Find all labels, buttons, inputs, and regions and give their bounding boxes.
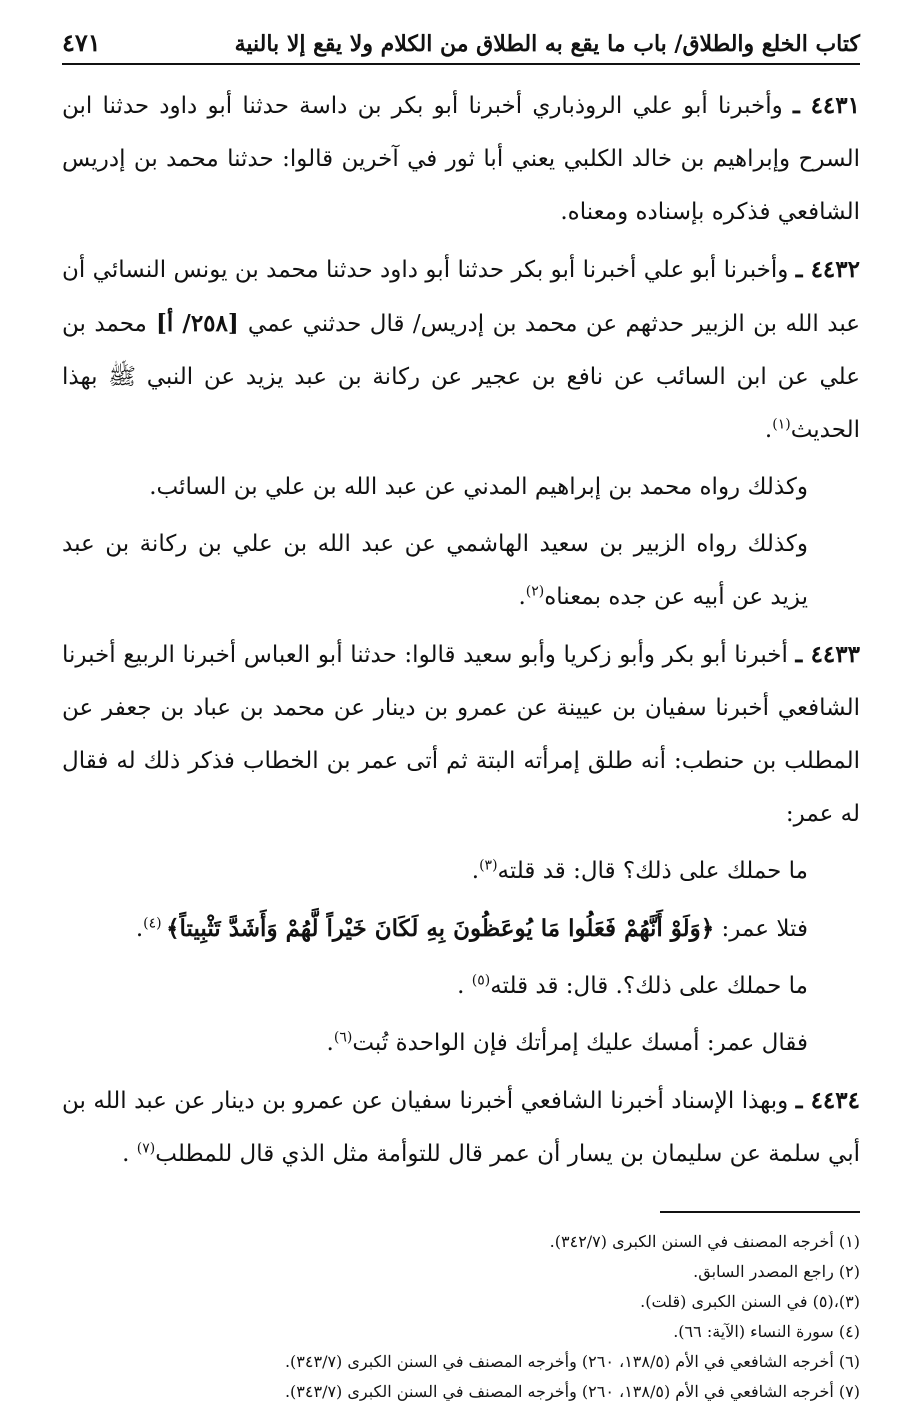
header-title: كتاب الخلع والطلاق/ باب ما يقع به الطلاق من الكلام ولا يقع إلا بالنية (234, 31, 860, 57)
hadith-text: وأخبرنا أبو علي الروذباري أخبرنا أبو بكر بن داسة حدثنا أبو داود حدثنا ابن السرح وإبراهيم بن خالد الكلبي يعني أبا ثور في آخرين قالوا: حدثنا محمد بن إدريس الشافعي فذكره بإسناده ومعناه. (62, 93, 860, 225)
hadith-4433 (62, 628, 860, 841)
paragraph-text: وكذلك رواه الزبير بن سعيد الهاشمي عن عبد الله بن علي بن ركانة بن عبد يزيد عن أبيه عن جده بمعناه (62, 531, 808, 610)
hadith-number: ٤٤٣١ ـ (792, 92, 860, 119)
footnotes (62, 1227, 860, 1407)
manuscript-folio-ref: [٢٥٨/ أ] (146, 310, 248, 337)
hadith-4434 (62, 1074, 860, 1181)
footnote-ref: (٤) (143, 915, 167, 932)
hadith-4431 (62, 79, 860, 239)
sentence-end: . (518, 584, 526, 610)
hadith-text: وبهذا الإسناد أخبرنا الشافعي أخبرنا سفيان عن عمرو بن دينار عن عبد الله بن أبي سلمة عن سليمان بن يسار أن عمر قال للتوأمة مثل الذي قال للمطلب (62, 1088, 860, 1167)
main-text (62, 79, 860, 1181)
dialogue-line (62, 960, 860, 1013)
quran-verse: ﴿وَلَوْ أَنَّهُمْ فَعَلُوا مَا يُوعَظُونَ بِهِ لَكَانَ خَيْراً لَّهُمْ وَأَشَدَّ تَثْبِيتاً﴾ (166, 915, 715, 942)
hadith-number: ٤٤٣٢ ـ (795, 256, 860, 283)
paragraph-text: فتلا عمر: (714, 916, 808, 942)
note-paragraph (62, 461, 860, 514)
footnote-ref: (٦) (333, 1029, 353, 1046)
sentence-end: . (326, 1030, 334, 1056)
paragraph-text: ما حملك على ذلك؟. قال: قد قلته (490, 973, 808, 999)
footnote-ref: (٥) (471, 972, 491, 989)
dialogue-line (62, 845, 860, 898)
footnote-4: (٤) سورة النساء (الآية: ٦٦). (673, 1322, 860, 1341)
sentence-end: . (471, 858, 480, 884)
footnote-1: (١) أخرجه المصنف في السنن الكبرى (٣٤٢/٧). (549, 1232, 860, 1251)
dialogue-line (62, 1017, 860, 1070)
paragraph-text: ما حملك على ذلك؟ قال: قد قلته (497, 858, 808, 884)
footnote-ref: (٢) (525, 583, 545, 600)
footnote-divider (660, 1211, 860, 1213)
footnote-ref: (١) (772, 416, 791, 433)
sentence-end: . (135, 916, 144, 942)
running-header (62, 28, 860, 65)
hadith-number: ٤٤٣٣ ـ (795, 641, 860, 668)
sentence-end: . (457, 973, 472, 999)
footnote-ref: (٣) (479, 857, 498, 874)
sentence-end: . (764, 417, 773, 443)
hadith-text: وأخبرنا أبو علي أخبرنا أبو بكر حدثنا أبو داود حدثنا محمد بن يونس النسائي أن عبد الله بن الزبير حدثهم عن محمد بن إدريس/ قال حدثني عمي (62, 257, 860, 337)
hadith-4432 (62, 243, 860, 457)
footnote-3-5: (٣)،(٥) في السنن الكبرى (قلت). (640, 1292, 860, 1311)
paragraph-text: وكذلك رواه محمد بن إبراهيم المدني عن عبد الله بن علي بن السائب. (149, 474, 808, 500)
hadith-number: ٤٤٣٤ ـ (795, 1087, 860, 1114)
page-number: ٤٧١ (62, 28, 101, 57)
paragraph-text: فقال عمر: أمسك عليك إمرأتك فإن الواحدة تُبت (352, 1030, 808, 1056)
sentence-end: . (122, 1141, 137, 1167)
note-paragraph (62, 518, 860, 624)
footnote-7: (٧) أخرجه الشافعي في الأم (١٣٨/٥، ٢٦٠) وأخرجه المصنف في السنن الكبرى (٣٤٣/٧). (284, 1382, 860, 1401)
hadith-text: أخبرنا أبو بكر وأبو زكريا وأبو سعيد قالوا: حدثنا أبو العباس أخبرنا الربيع أخبرنا الشافعي أخبرنا سفيان بن عيينة عن عمرو بن دينار عن محمد بن عباد بن جعفر عن المطلب بن حنطب: أنه طلق إمرأته البتة ثم أتى عمر بن الخطاب فذكر ذلك له فقال له عمر: (62, 642, 860, 827)
footnote-2: (٢) راجع المصدر السابق. (693, 1262, 860, 1281)
footnote-ref: (٧) (136, 1140, 156, 1157)
footnote-6: (٦) أخرجه الشافعي في الأم (١٣٨/٥، ٢٦٠) وأخرجه المصنف في السنن الكبرى (٣٤٣/٧). (284, 1352, 860, 1371)
dialogue-line (62, 902, 860, 956)
hadith-text-continued: محمد بن علي عن ابن السائب عن نافع بن عجير عن ركانة بن عبد يزيد عن النبي ﷺ بهذا الحديث (62, 311, 860, 443)
